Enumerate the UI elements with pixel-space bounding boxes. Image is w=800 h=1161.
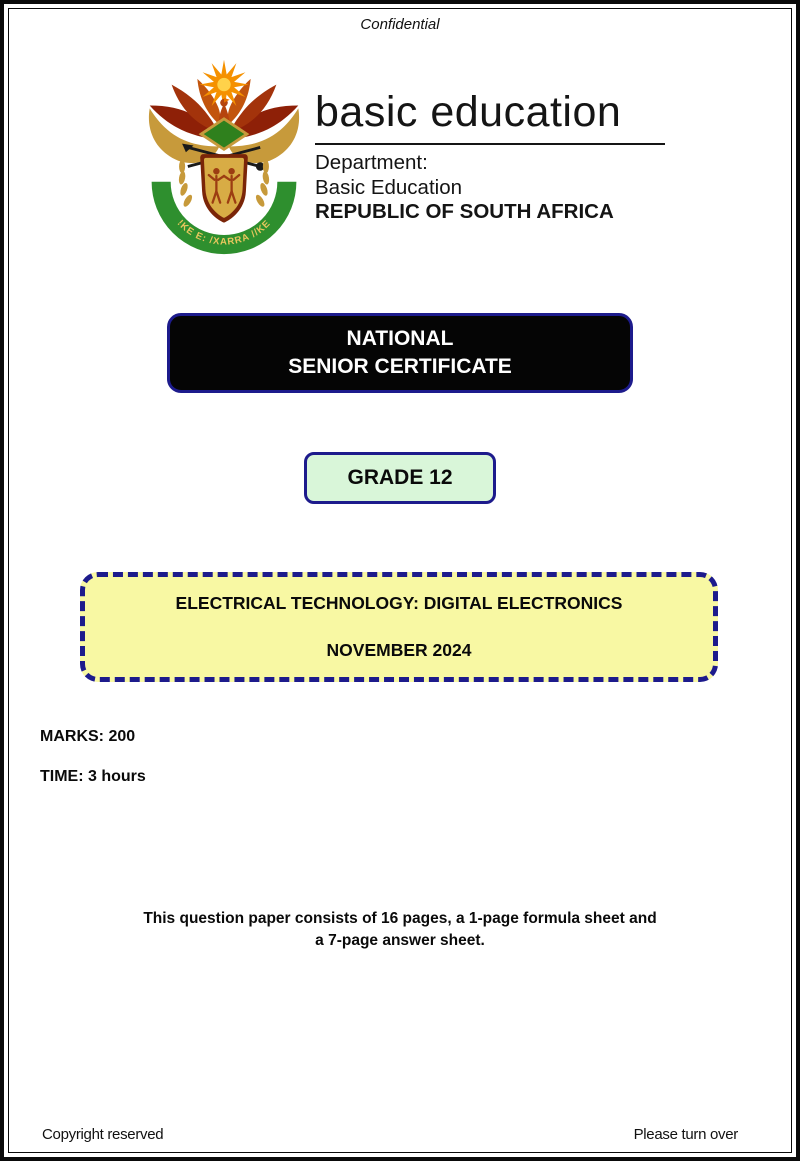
department-lines (315, 151, 665, 224)
grade-badge (304, 452, 496, 504)
subject-session: NOVEMBER 2024 (326, 640, 472, 660)
subject-title: ELECTRICAL TECHNOLOGY: DIGITAL ELECTRONICS (175, 593, 623, 613)
paper-note-line-1: This question paper consists of 16 pages, a 1-page formula sheet and (143, 910, 657, 927)
paper-note (0, 908, 800, 951)
time-line: TIME: 3 hours (40, 768, 146, 785)
coat-of-arms-logo (138, 56, 310, 256)
marks-line: MARKS: 200 (40, 728, 136, 745)
copyright-label: Copyright reserved (42, 1126, 164, 1143)
turn-over-label: Please turn over (633, 1126, 738, 1143)
grade-label: GRADE 12 (347, 466, 453, 489)
department-wordmark (315, 88, 665, 224)
confidential-label: Confidential (360, 16, 440, 33)
dept-line-2: Basic Education (315, 175, 463, 199)
certificate-line-1: NATIONAL (346, 326, 454, 350)
certificate-line-2: SENIOR CERTIFICATE (288, 355, 512, 378)
dept-line-3: REPUBLIC OF SOUTH AFRICA (315, 199, 614, 223)
dept-line-1: Department: (315, 151, 428, 175)
shield-shape (200, 154, 248, 223)
paper-note-line-2: a 7-page answer sheet. (315, 931, 485, 949)
brand-title: basic education (315, 88, 665, 145)
certificate-banner (167, 313, 633, 393)
motto-text: !KE E: /XARRA //KE (174, 217, 274, 248)
subject-box (80, 572, 718, 682)
